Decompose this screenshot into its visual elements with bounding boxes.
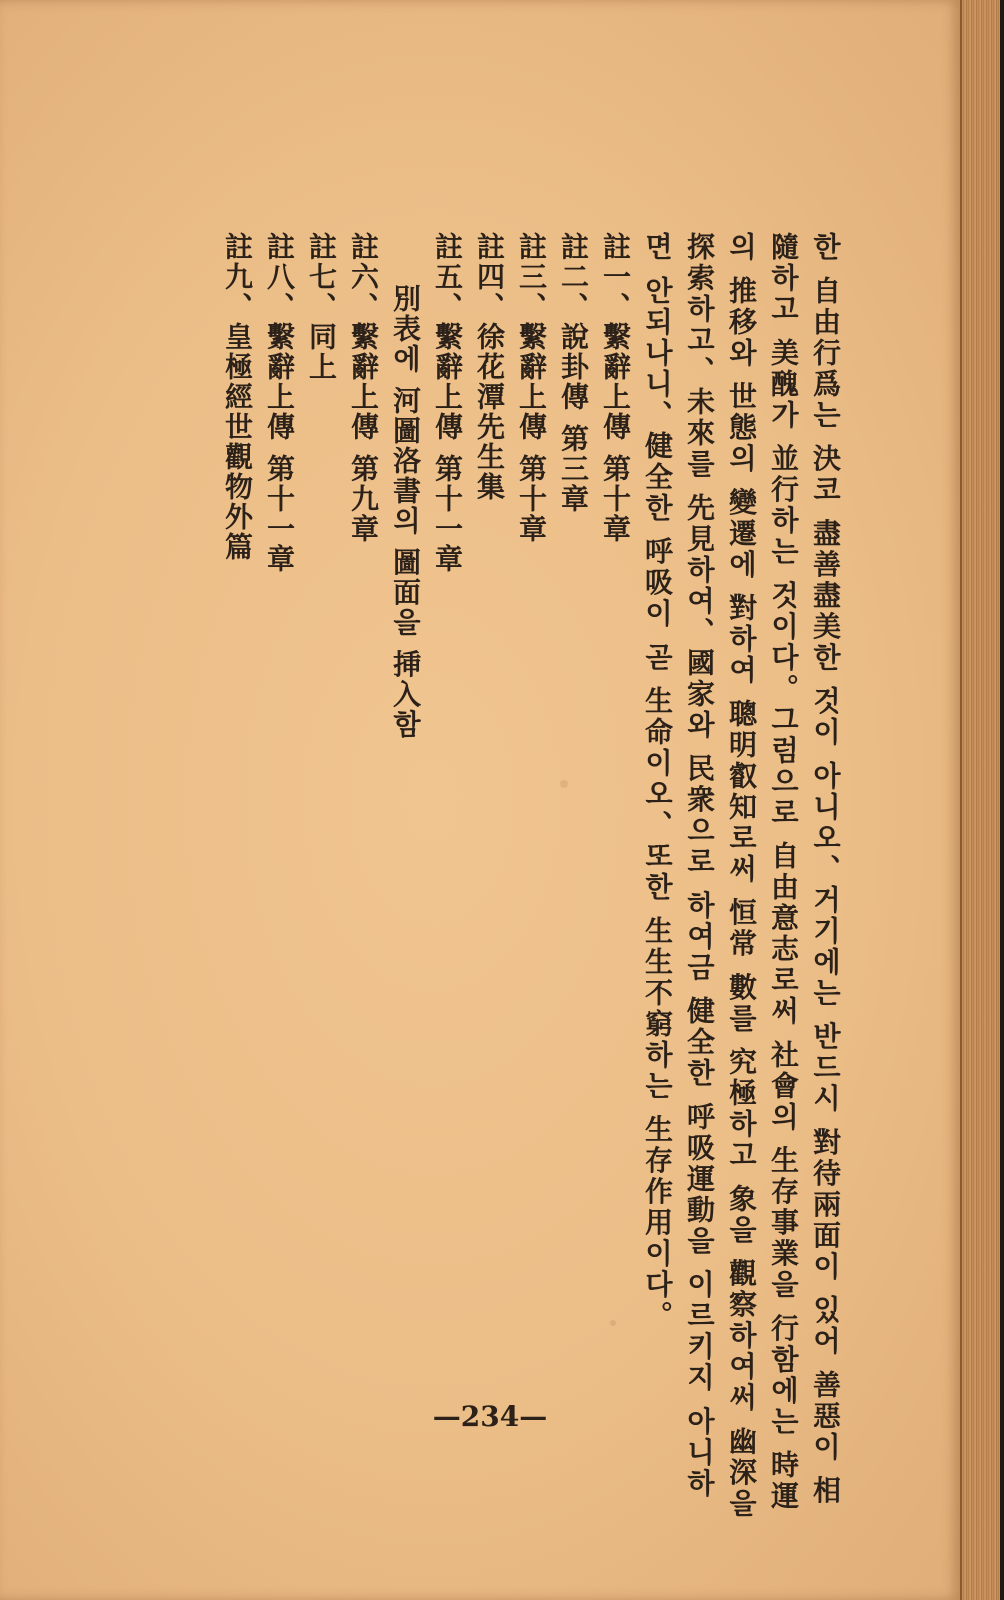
body-line: 의 推移와 世態의 變遷에 對하여 聰明叡知로써 恒常 數를 究極하고 象을 觀察하여써 幽深을 — [725, 232, 758, 1520]
footnote-3 — [516, 232, 546, 1252]
footnote-4 — [474, 232, 504, 1252]
footnote-text: 繫辭上傳 第十一章 — [263, 322, 296, 574]
footnote-label: 註二、 — [557, 232, 590, 322]
footnote-text: 別表에 河圖洛書의 圖面을 挿入함 — [389, 284, 422, 740]
footnote-label: 註九、 — [221, 232, 254, 322]
footnote-label: 註五、 — [431, 232, 464, 322]
footnote-label: 註七、 — [305, 232, 338, 322]
body-line: 면 안되나니、健全한 呼吸이 곧 生命이오、또한 生生不窮하는 生存作用이다。 — [641, 232, 674, 1332]
footnote-label: 註三、 — [515, 232, 548, 322]
footnote-text: 同上 — [305, 322, 338, 382]
footnote-label: 註六、 — [347, 232, 380, 322]
body-line: 隨하고 美醜가 並行하는 것이다。그럼으로 自由意志로써 社會의 生存事業을 行함에는 時運 — [767, 232, 800, 1512]
footnote-text: 說卦傳 第三章 — [557, 322, 590, 514]
footnote-1 — [600, 232, 630, 1252]
book-page-edges — [960, 0, 1004, 1600]
body-line: 한 自由行爲는 決코 盡善盡美한 것이 아니오、거기에는 반드시 對待兩面이 있어 善惡이 相 — [809, 232, 842, 1507]
footnote-text: 繫辭上傳 第十一章 — [431, 322, 464, 574]
footnote-9 — [222, 232, 252, 1252]
footnote-label: 註四、 — [473, 232, 506, 322]
footnote-5 — [432, 232, 462, 1252]
footnote-label: 註一、 — [599, 232, 632, 322]
footnote-text: 徐花潭先生集 — [473, 322, 506, 502]
footnote-2 — [558, 232, 588, 1252]
footnote-text: 繫辭上傳 第十章 — [599, 322, 632, 544]
paper-stain — [610, 1320, 616, 1326]
footnote-text: 繫辭上傳 第九章 — [347, 322, 380, 544]
footnote-text: 繫辭上傳 第十章 — [515, 322, 548, 544]
footnote-text: 皇極經世觀物外篇 — [221, 322, 254, 562]
footnote-8 — [264, 232, 294, 1252]
footnote-6 — [348, 232, 378, 1252]
body-line: 探索하고、未來를 先見하여、國家와 民衆으로 하여금 健全한 呼吸運動을 이르키지 아니하 — [683, 232, 716, 1500]
footnote-label: 註八、 — [263, 232, 296, 322]
page-number: —234— — [432, 1400, 548, 1433]
footnote-7 — [306, 232, 336, 1252]
footnote-5-continuation — [390, 232, 420, 1252]
